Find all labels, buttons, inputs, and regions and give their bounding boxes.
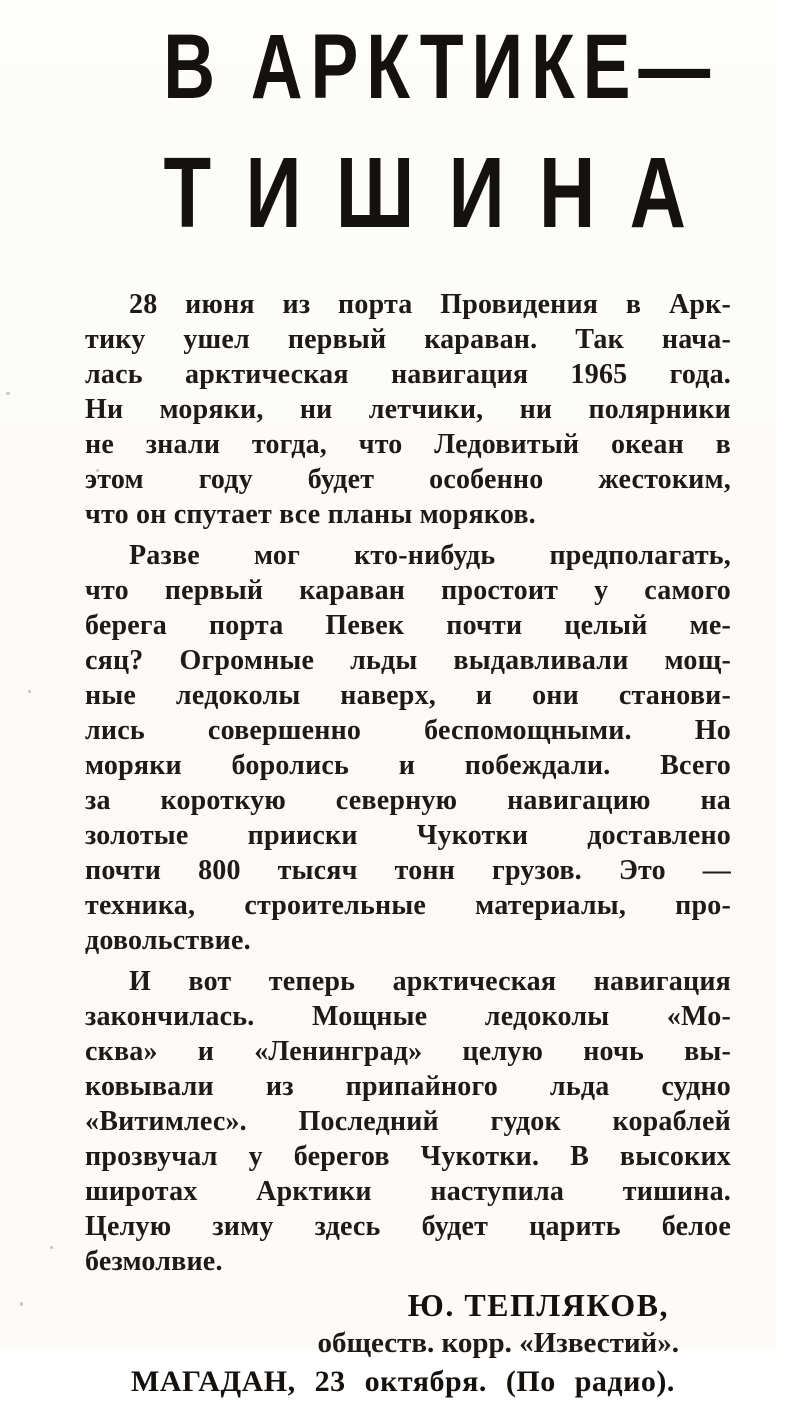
text-line: за короткую северную навигацию на <box>85 785 731 816</box>
text-line: прозвучал у берегов Чукотки. В высоких <box>85 1141 731 1172</box>
text-line: ковывали из припайного льда судно <box>85 1071 731 1102</box>
headline-line-1 <box>85 16 731 138</box>
text-line: широтах Арктики наступила тишина. <box>85 1176 731 1207</box>
text-line: что первый караван простоит у самого <box>85 575 731 606</box>
text-line: берега порта Певек почти целый ме- <box>85 610 731 641</box>
scan-speckle <box>6 392 10 395</box>
text-line: 28 июня из порта Провидения в Арк- <box>129 289 731 320</box>
text-line: безмолвие. <box>85 1246 223 1277</box>
text-line: этом году будет особенно жестоким, <box>85 464 731 495</box>
text-line: не знали тогда, что Ледовитый океан в <box>85 429 731 460</box>
text-line: техника, строительные материалы, про- <box>85 890 731 921</box>
scan-speckle <box>50 1246 53 1249</box>
article-headline <box>85 16 731 271</box>
headline-line-2 <box>85 138 731 271</box>
article-body <box>85 287 731 1279</box>
text-line: что он спутает все планы моряков. <box>85 499 536 530</box>
text-line: лись совершенно беспомощными. Но <box>85 715 731 746</box>
author-name: Ю. ТЕПЛЯКОВ, <box>407 1287 669 1323</box>
paragraph <box>85 964 731 1279</box>
headline-line-2-text: ТИШИНА <box>163 137 721 249</box>
author-role: обществ. корр. «Известий». <box>317 1327 679 1359</box>
text-line: золотые прииски Чукотки доставлено <box>85 820 731 851</box>
text-line: Целую зиму здесь будет царить белое <box>85 1211 731 1242</box>
text-line: И вот теперь арктическая навигация <box>129 966 731 997</box>
dateline: МАГАДАН, 23 октября. (По радио). <box>131 1365 675 1398</box>
scan-speckle <box>28 690 31 693</box>
scan-speckle <box>20 1302 23 1306</box>
text-line: сква» и «Ленинград» целую ночь вы- <box>85 1036 731 1067</box>
text-line: почти 800 тысяч тонн грузов. Это — <box>85 855 731 886</box>
text-line: закончилась. Мощные ледоколы «Мо- <box>85 1001 731 1032</box>
article-column <box>85 16 731 1403</box>
text-line: сяц? Огромные льды выдавливали мощ- <box>85 645 731 676</box>
text-line: довольствие. <box>85 925 251 956</box>
text-line: ные ледоколы наверх, и они станови- <box>85 680 731 711</box>
text-line: тику ушел первый караван. Так нача- <box>85 324 731 355</box>
text-line: моряки боролись и побеждали. Всего <box>85 750 731 781</box>
text-line: «Витимлес». Последний гудок кораблей <box>85 1106 731 1137</box>
paragraph <box>85 538 731 958</box>
text-line: лась арктическая навигация 1965 года. <box>85 359 731 390</box>
text-line: Ни моряки, ни летчики, ни полярники <box>85 394 731 425</box>
paragraph <box>85 287 731 532</box>
text-line: Разве мог кто-нибудь предполагать, <box>129 540 731 571</box>
headline-line-1-text: В АРКТИКЕ— <box>163 16 719 118</box>
